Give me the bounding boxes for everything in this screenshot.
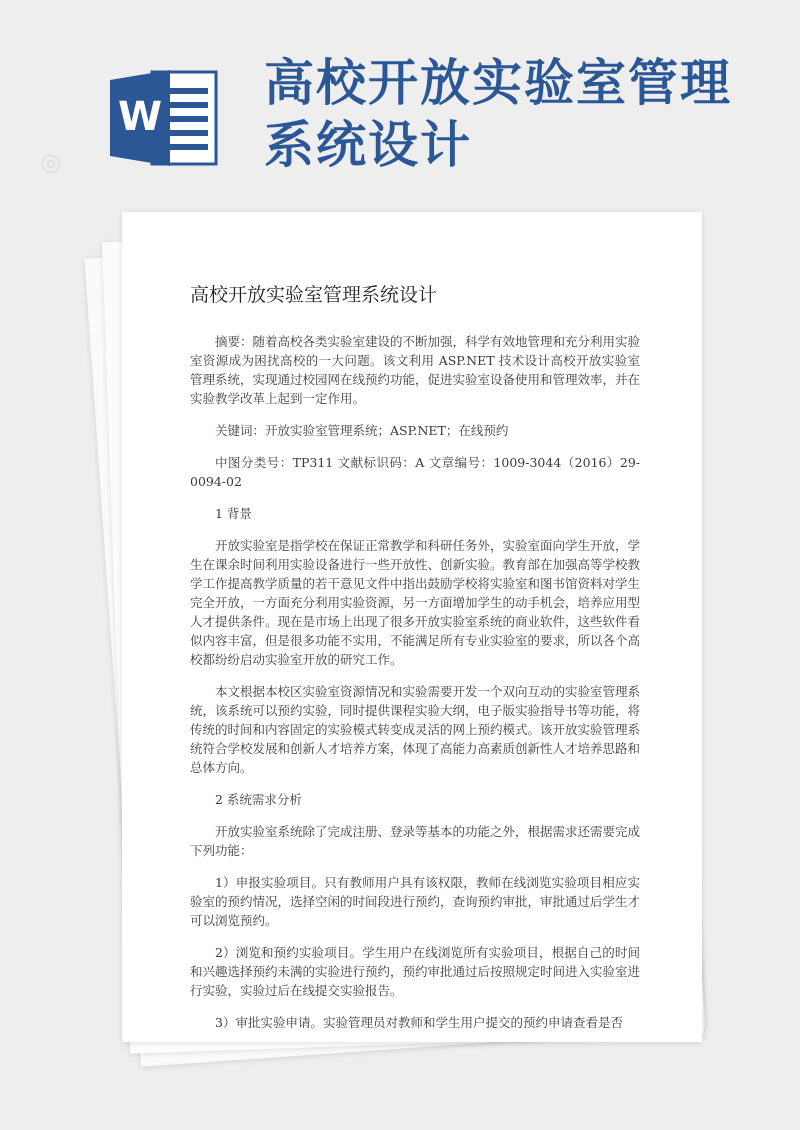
requirement-item-1: 1）申报实验项目。只有教师用户具有该权限，教师在线浏览实验项目相应实验室的预约情况，选择空闲的时间段进行预约，查询预约审批，审批通过后学生才可以浏览预约。 [190, 875, 641, 928]
document-title: 高校开放实验室管理系统设计 [190, 284, 438, 306]
keywords-paragraph: 关键词：开放实验室管理系统；ASP.NET；在线预约 [215, 423, 509, 438]
background-paragraph-1: 开放实验室是指学校在保证正常教学和科研任务外，实验室面向学生开放，学生在课余时间利用实验设备进行一些开放性、创新实验。教育部在加强高等学校教学工作提高教学质量的若干意见文件中指出鼓励学校将实验室和图书馆资料对学生完全开放，一方面充分利用实验资源，另一方面增加学生的动手机会，培养应用型人才提供条件。现在是市场上出现了很多开放实验室系统的商业软件，这些软件看似内容丰富，但是很多功能不实用，不能满足所有专业实验室的要求，所以各个高校都纷纷启动实验室开放的研究工作。 [190, 538, 641, 667]
section-heading-requirements: 2 系统需求分析 [215, 792, 302, 807]
requirement-item-2: 2）浏览和预约实验项目。学生用户在线浏览所有实验项目，根据自己的时间和兴趣选择预约未满的实验进行预约，预约审批通过后按照规定时间进入实验室进行实验，实验过后在线提交实验报告。 [190, 945, 641, 998]
requirements-intro-paragraph: 开放实验室系统除了完成注册、登录等基本的功能之外，根据需求还需要完成下列功能： [190, 824, 641, 858]
section-heading-background: 1 背景 [215, 506, 252, 521]
background-paragraph-2: 本文根据本校区实验室资源情况和实验需要开发一个双向互动的实验室管理系统，该系统可以预约实验，同时提供课程实验大纲，电子版实验指导书等功能，将传统的时间和内容固定的实验模式转变成灵活的网上预约模式。该开放实验管理系统符合学校发展和创新人才培养方案，体现了高能力高素质创新性人才培养思路和总体方向。 [190, 684, 641, 775]
classification-paragraph: 中图分类号：TP311 文献标识码：A 文章编号：1009-3044（2016）29-0094-02 [190, 455, 640, 489]
svg-text:W: W [117, 94, 163, 140]
page-title: 高校开放实验室管理系统设计 [264, 54, 732, 174]
word-document-icon [108, 66, 220, 170]
requirement-item-3: 3）审批实验申请。实验管理员对教师和学生用户提交的预约申请查看是否 [215, 1015, 623, 1030]
watermark: ◎ [36, 145, 65, 179]
document-body [190, 282, 640, 1045]
abstract-paragraph: 摘要：随着高校各类实验室建设的不断加强，科学有效地管理和充分利用实验室资源成为困扰高校的一大问题。该文利用 ASP.NET 技术设计高校开放实验室管理系统，实现通过校园网在线预约功能，促进实验室设备使用和管理效率，并在实验教学改革上起到一定作用。 [190, 334, 641, 406]
